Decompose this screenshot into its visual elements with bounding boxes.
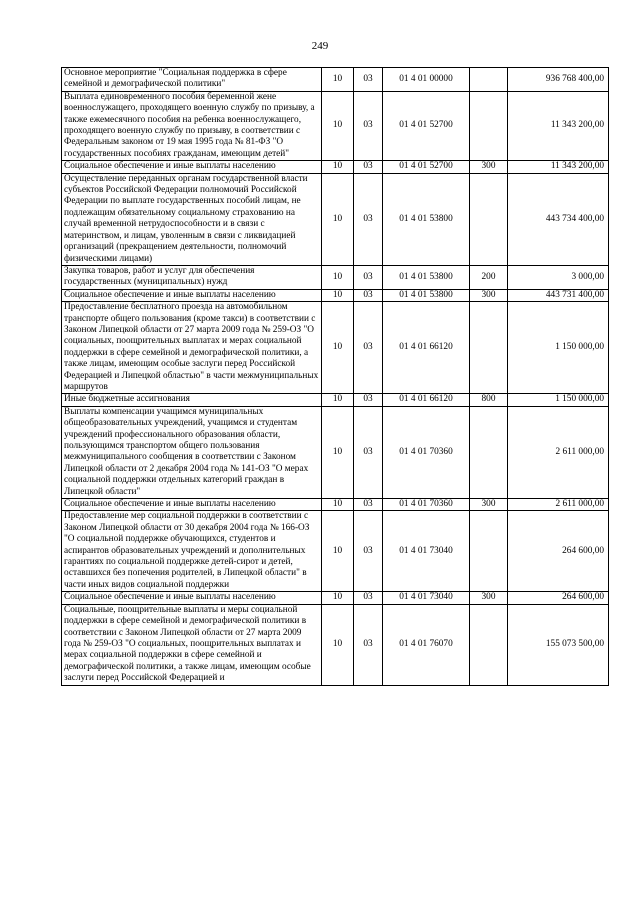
row-target-article: 01 4 01 66120 <box>383 302 470 394</box>
row-expense-kind <box>470 406 508 498</box>
page-number: 249 <box>311 40 329 52</box>
row-expense-kind: 200 <box>470 265 508 289</box>
row-description: Предоставление мер социальной поддержки в соответствии с Законом Липецкой области от 30 декабря 2004 года № 166-ОЗ "О социальной поддержке обучающихся, студентов и аспирантов образовательных учреждений и дополнительных гарантиях по социальной поддержке детей-сирот и детей, оставшихся без попечения родителей, в Липецкой области" в части иных видов социальной поддержки <box>62 511 322 592</box>
row-target-article: 01 4 01 53800 <box>383 289 470 301</box>
row-target-article: 01 4 01 73040 <box>383 511 470 592</box>
row-amount: 11 343 200,00 <box>508 161 609 173</box>
row-section: 10 <box>322 91 354 160</box>
table-row <box>62 406 609 498</box>
row-description: Социальные, поощрительные выплаты и меры социальной поддержки в сфере семейной и демографической политики в соответствии с Законом Липецкой области от 27 марта 2009 года № 259-ОЗ "О социальных, поощрительных выплатах и мерах социальной поддержки в сфере семейной и демографической политики, а также лицам, имеющим особые заслуги перед Российской Федерацией и <box>62 604 322 685</box>
table-row <box>62 511 609 592</box>
row-description: Закупка товаров, работ и услуг для обеспечения государственных (муниципальных) нужд <box>62 265 322 289</box>
row-description: Осуществление переданных органам государственной власти субъектов Российской Федерации полномочий Российской Федерации по выплате государственных пособий лицам, не подлежащим обязательному социальному страхованию на случай временной нетрудоспособности и в связи с материнством, и лицам, уволенным в связи с ликвидацией организаций (прекращением деятельности, полномочий физическими лицами) <box>62 173 322 265</box>
row-expense-kind <box>470 68 508 92</box>
row-expense-kind <box>470 511 508 592</box>
row-amount: 2 611 000,00 <box>508 499 609 511</box>
row-target-article: 01 4 01 70360 <box>383 499 470 511</box>
row-target-article: 01 4 01 66120 <box>383 394 470 406</box>
row-amount: 3 000,00 <box>508 265 609 289</box>
row-expense-kind: 800 <box>470 394 508 406</box>
row-target-article: 01 4 01 53800 <box>383 173 470 265</box>
table-row <box>62 302 609 394</box>
row-expense-kind <box>470 91 508 160</box>
budget-table <box>61 67 609 686</box>
row-target-article: 01 4 01 76070 <box>383 604 470 685</box>
row-section: 10 <box>322 499 354 511</box>
row-section: 10 <box>322 406 354 498</box>
row-amount: 2 611 000,00 <box>508 406 609 498</box>
row-amount: 1 150 000,00 <box>508 394 609 406</box>
row-subsection: 03 <box>354 604 383 685</box>
row-expense-kind: 300 <box>470 289 508 301</box>
row-subsection: 03 <box>354 173 383 265</box>
table-row <box>62 265 609 289</box>
row-amount: 11 343 200,00 <box>508 91 609 160</box>
row-section: 10 <box>322 394 354 406</box>
row-expense-kind <box>470 302 508 394</box>
row-target-article: 01 4 01 52700 <box>383 161 470 173</box>
row-amount: 443 734 400,00 <box>508 173 609 265</box>
row-section: 10 <box>322 511 354 592</box>
row-description: Выплаты компенсации учащимся муниципальных общеобразовательных учреждений, учащимся и студентам учреждений профессионального образования области, пользующимся транспортом общего пользования межмуниципального сообщения в соответствии с Законом Липецкой области от 2 декабря 2004 года № 141-ОЗ "О мерах социальной поддержки отдельных категорий граждан в Липецкой области" <box>62 406 322 498</box>
row-subsection: 03 <box>354 302 383 394</box>
row-expense-kind <box>470 604 508 685</box>
row-subsection: 03 <box>354 265 383 289</box>
row-section: 10 <box>322 302 354 394</box>
row-amount: 443 731 400,00 <box>508 289 609 301</box>
row-amount: 936 768 400,00 <box>508 68 609 92</box>
table-row <box>62 173 609 265</box>
table-row <box>62 592 609 604</box>
row-section: 10 <box>322 173 354 265</box>
row-expense-kind: 300 <box>470 499 508 511</box>
row-description: Иные бюджетные ассигнования <box>62 394 322 406</box>
row-description: Выплата единовременного пособия беременной жене военнослужащего, проходящего военную службу по призыву, а также ежемесячного пособия на ребенка военнослужащего, проходящего военную службу по призыву, в соответствии с Федеральным законом от 19 мая 1995 года № 81-ФЗ "О государственных пособиях гражданам, имеющим детей" <box>62 91 322 160</box>
row-subsection: 03 <box>354 161 383 173</box>
row-description: Социальное обеспечение и иные выплаты населению <box>62 592 322 604</box>
row-target-article: 01 4 01 52700 <box>383 91 470 160</box>
row-amount: 264 600,00 <box>508 592 609 604</box>
row-section: 10 <box>322 161 354 173</box>
row-description: Предоставление бесплатного проезда на автомобильном транспорте общего пользования (кроме такси) в соответствии с Законом Липецкой области от 27 марта 2009 года № 259-ОЗ "О социальных, поощрительных выплатах и мерах социальной поддержки в сфере семейной и демографической политики, а также лицам, имеющим особые заслуги перед Российской Федерацией и Липецкой областью" в части межмуниципальных маршрутов <box>62 302 322 394</box>
row-target-article: 01 4 01 00000 <box>383 68 470 92</box>
table-row <box>62 68 609 92</box>
row-description: Основное мероприятие "Социальная поддержка в сфере семейной и демографической политики" <box>62 68 322 92</box>
table-row <box>62 289 609 301</box>
row-target-article: 01 4 01 73040 <box>383 592 470 604</box>
table-row <box>62 394 609 406</box>
table-row <box>62 91 609 160</box>
row-subsection: 03 <box>354 499 383 511</box>
row-subsection: 03 <box>354 511 383 592</box>
row-subsection: 03 <box>354 68 383 92</box>
row-section: 10 <box>322 265 354 289</box>
row-subsection: 03 <box>354 289 383 301</box>
row-target-article: 01 4 01 53800 <box>383 265 470 289</box>
row-subsection: 03 <box>354 406 383 498</box>
row-subsection: 03 <box>354 394 383 406</box>
row-description: Социальное обеспечение и иные выплаты населению <box>62 161 322 173</box>
row-target-article: 01 4 01 70360 <box>383 406 470 498</box>
row-description: Социальное обеспечение и иные выплаты населению <box>62 499 322 511</box>
row-section: 10 <box>322 68 354 92</box>
row-amount: 1 150 000,00 <box>508 302 609 394</box>
table-row <box>62 604 609 685</box>
row-expense-kind: 300 <box>470 592 508 604</box>
row-description: Социальное обеспечение и иные выплаты населению <box>62 289 322 301</box>
row-section: 10 <box>322 289 354 301</box>
row-amount: 155 073 500,00 <box>508 604 609 685</box>
row-expense-kind <box>470 173 508 265</box>
row-amount: 264 600,00 <box>508 511 609 592</box>
row-expense-kind: 300 <box>470 161 508 173</box>
row-section: 10 <box>322 592 354 604</box>
table-row <box>62 161 609 173</box>
row-subsection: 03 <box>354 91 383 160</box>
row-subsection: 03 <box>354 592 383 604</box>
table-row <box>62 499 609 511</box>
row-section: 10 <box>322 604 354 685</box>
